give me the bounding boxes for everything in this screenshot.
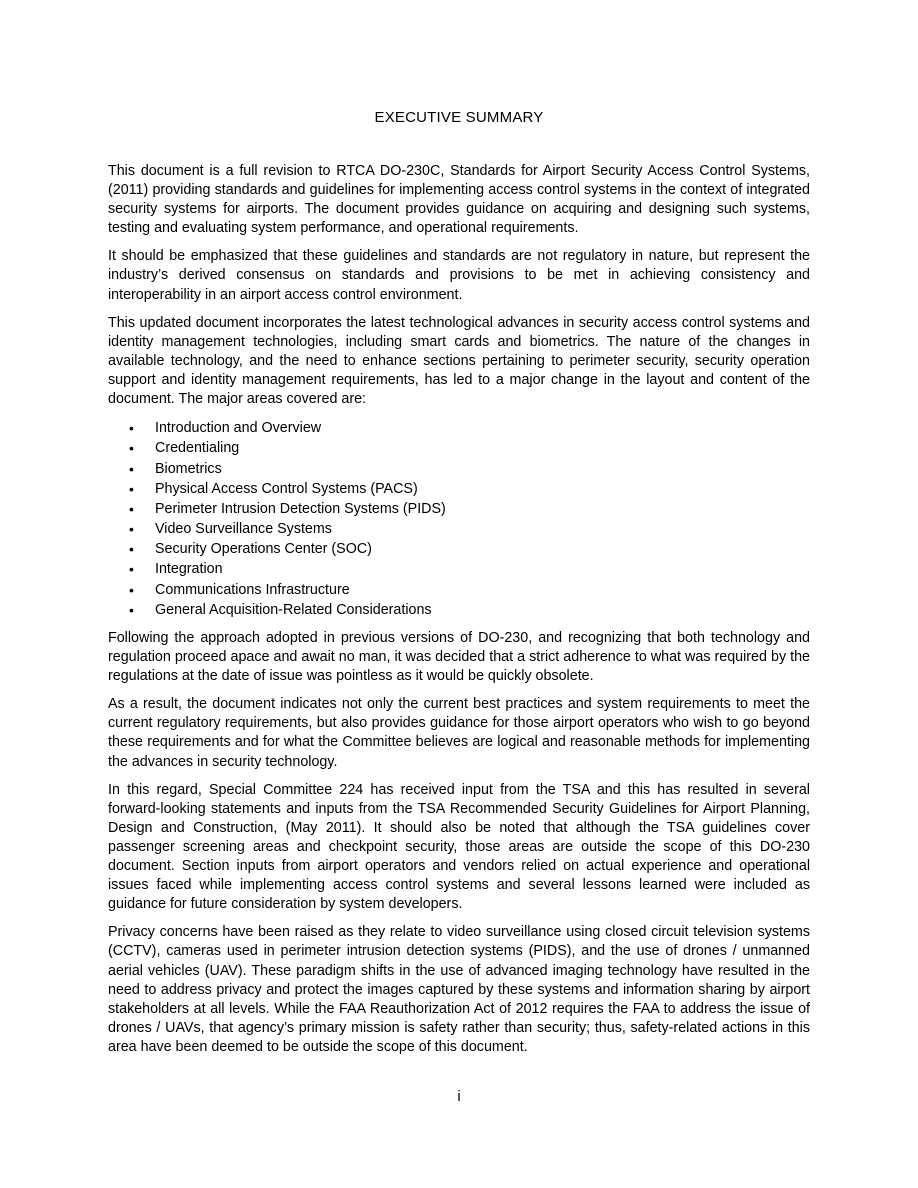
paragraph-revision-overview: This document is a full revision to RTCA DO-230C, Standards for Airport Security Access Control Systems, (2011) providing standards and guidelines for implementing access control systems in the context of integrated security systems for airports. The document provides guidance on acquiring and designing such systems, testing and evaluating system performance, and operational requirements. bbox=[108, 163, 810, 237]
document-body bbox=[108, 162, 810, 1066]
list-item bbox=[108, 479, 810, 499]
list-item bbox=[108, 519, 810, 539]
list-item bbox=[108, 459, 810, 479]
bullet-icon: • bbox=[129, 541, 134, 558]
bullet-icon: • bbox=[129, 601, 134, 618]
list-item bbox=[108, 580, 810, 600]
list-item-label: Communications Infrastructure bbox=[155, 581, 350, 598]
bullet-icon: • bbox=[129, 581, 134, 598]
bullet-icon: • bbox=[129, 480, 134, 497]
bullet-icon: • bbox=[129, 561, 134, 578]
bullet-icon: • bbox=[129, 440, 134, 457]
bullet-icon: • bbox=[129, 420, 134, 437]
list-item bbox=[108, 418, 810, 438]
list-item-label: Integration bbox=[155, 561, 223, 578]
list-item-label: Biometrics bbox=[155, 460, 222, 477]
bullet-icon: • bbox=[129, 460, 134, 477]
bullet-icon: • bbox=[129, 500, 134, 517]
list-item bbox=[108, 499, 810, 519]
list-item-label: Introduction and Overview bbox=[155, 420, 322, 437]
list-item-label: General Acquisition-Related Considerations bbox=[155, 601, 432, 618]
list-item bbox=[108, 600, 810, 620]
paragraph-privacy-concerns: Privacy concerns have been raised as they relate to video surveillance using closed circuit television systems (CCTV), cameras used in perimeter intrusion detection systems (PIDS), and the use of drones / unmanned aerial vehicles (UAV). These paradigm shifts in the use of advanced imaging technology have resulted in the need to address privacy and protect the images captured by these systems and information sharing by airport stakeholders at all levels. While the FAA Reauthorization Act of 2012 requires the FAA to address the issue of drones / UAVs, that agency’s primary mission is safety rather than security; thus, safety-related actions in this area have been deemed to be outside the scope of this document. bbox=[108, 924, 810, 1055]
paragraph-tsa-input: In this regard, Special Committee 224 has received input from the TSA and this has resulted in several forward-looking statements and inputs from the TSA Recommended Security Guidelines for Airport Planning, Design and Construction, (May 2011). It should also be noted that although the TSA guidelines cover passenger screening areas and checkpoint security, those areas are outside the scope of this DO-230 document. Section inputs from airport operators and vendors relied on actual experience and operational issues faced while implementing access control systems and several lessons learned were included as guidance for future consideration by system developers. bbox=[108, 781, 810, 913]
list-item bbox=[108, 559, 810, 579]
paragraph-approach: Following the approach adopted in previous versions of DO-230, and recognizing that both technology and regulation proceed apace and await no man, it was decided that a strict adherence to what was required by the regulations at the date of issue was pointless as it would be quickly obsolete. bbox=[108, 630, 810, 685]
paragraph-best-practices: As a result, the document indicates not only the current best practices and system requirements to meet the current regulatory requirements, but also provides guidance for those airport operators who wish to go beyond these requirements and for what the Committee believes are logical and reasonable methods for implementing the advances in security technology. bbox=[108, 696, 810, 770]
list-item-label: Security Operations Center (SOC) bbox=[155, 541, 372, 558]
list-item-label: Physical Access Control Systems (PACS) bbox=[155, 480, 418, 497]
paragraph-updated-document: This updated document incorporates the latest technological advances in security access control systems and identity management technologies, including smart cards and biometrics. The nature of the changes in available technology, and the need to enhance sections pertaining to perimeter security, security operation support and identity management requirements, has led to a major change in the layout and content of the document. The major areas covered are: bbox=[108, 314, 810, 408]
list-item-label: Credentialing bbox=[155, 440, 240, 457]
page-number: i bbox=[457, 1088, 461, 1105]
bullet-icon: • bbox=[129, 521, 134, 538]
page-title: EXECUTIVE SUMMARY bbox=[374, 109, 544, 126]
paragraph-non-regulatory: It should be emphasized that these guidelines and standards are not regulatory in nature, but represent the industry’s derived consensus on standards and provisions to be met in achieving consistency and interoperability in an airport access control environment. bbox=[108, 248, 810, 303]
list-item bbox=[108, 438, 810, 458]
areas-covered-list bbox=[108, 418, 810, 620]
list-item-label: Video Surveillance Systems bbox=[155, 521, 332, 538]
list-item bbox=[108, 539, 810, 559]
list-item-label: Perimeter Intrusion Detection Systems (PIDS) bbox=[155, 500, 446, 517]
